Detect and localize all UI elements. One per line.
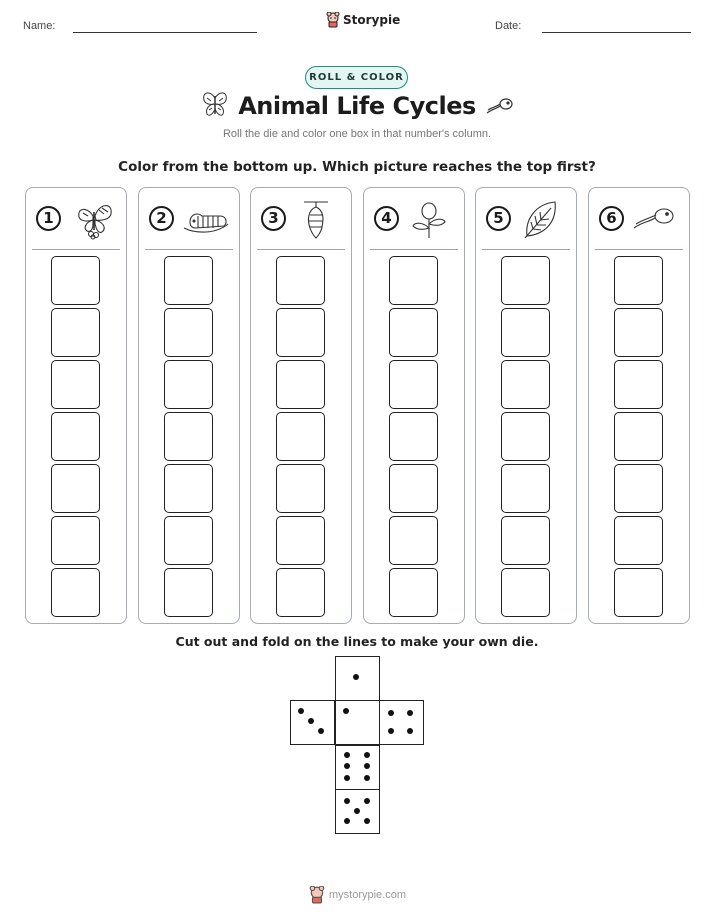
color-box[interactable]	[276, 412, 325, 461]
storypie-logo-icon	[326, 12, 340, 28]
column-header	[36, 200, 120, 240]
die-instruction: Cut out and fold on the lines to make your own die.	[175, 634, 539, 649]
tadpole-icon	[632, 200, 680, 240]
color-box[interactable]	[501, 308, 550, 357]
footer-url[interactable]: mystorypie.com	[329, 889, 407, 901]
footer	[309, 886, 406, 904]
column-header	[486, 200, 570, 240]
color-box[interactable]	[164, 256, 213, 305]
color-box[interactable]	[51, 516, 100, 565]
color-box[interactable]	[276, 308, 325, 357]
color-box[interactable]	[614, 256, 663, 305]
die-pip	[318, 728, 324, 734]
color-box[interactable]	[164, 308, 213, 357]
color-box[interactable]	[501, 412, 550, 461]
number-circle: 2	[149, 206, 174, 231]
number-circle: 4	[374, 206, 399, 231]
number-circle: 6	[599, 206, 624, 231]
color-box[interactable]	[51, 256, 100, 305]
sprout-icon	[407, 200, 455, 240]
die-face-one	[335, 656, 380, 701]
color-box[interactable]	[389, 464, 438, 513]
die-pip	[344, 763, 350, 769]
color-box[interactable]	[614, 568, 663, 617]
column-divider	[482, 249, 570, 250]
color-box[interactable]	[164, 360, 213, 409]
column-divider	[32, 249, 120, 250]
die-pip	[364, 798, 370, 804]
date-line[interactable]	[542, 32, 691, 33]
die-face-one	[335, 700, 380, 745]
number-circle: 1	[36, 206, 61, 231]
column-header	[261, 200, 345, 240]
column-3	[250, 187, 352, 624]
column-5	[475, 187, 577, 624]
number-circle: 3	[261, 206, 286, 231]
die-pip	[343, 708, 349, 714]
color-box[interactable]	[501, 568, 550, 617]
color-box[interactable]	[51, 412, 100, 461]
color-box[interactable]	[389, 256, 438, 305]
die-pip	[344, 752, 350, 758]
name-line[interactable]	[73, 32, 257, 33]
color-box[interactable]	[389, 308, 438, 357]
color-box[interactable]	[389, 412, 438, 461]
color-box[interactable]	[276, 568, 325, 617]
color-box[interactable]	[51, 464, 100, 513]
brand	[326, 12, 400, 28]
die-pip	[388, 710, 394, 716]
die-face-five	[335, 789, 380, 834]
die-pip	[344, 775, 350, 781]
butterfly-icon	[69, 200, 117, 240]
storypie-logo-icon	[309, 886, 325, 904]
color-box[interactable]	[51, 568, 100, 617]
die-pip	[344, 798, 350, 804]
column-header	[374, 200, 458, 240]
number-circle: 5	[486, 206, 511, 231]
color-box[interactable]	[614, 516, 663, 565]
color-box[interactable]	[276, 256, 325, 305]
column-2	[138, 187, 240, 624]
caterpillar-icon	[182, 200, 230, 240]
color-box[interactable]	[614, 412, 663, 461]
brand-name: Storypie	[343, 13, 401, 27]
color-box[interactable]	[614, 464, 663, 513]
color-box[interactable]	[389, 568, 438, 617]
die-pip	[344, 818, 350, 824]
color-box[interactable]	[276, 360, 325, 409]
page-title: Animal Life Cycles	[238, 92, 476, 120]
date-label: Date:	[495, 20, 522, 32]
butterfly-icon	[200, 90, 230, 122]
color-box[interactable]	[614, 360, 663, 409]
color-box[interactable]	[389, 360, 438, 409]
column-header	[599, 200, 683, 240]
color-box[interactable]	[164, 412, 213, 461]
die-pip	[298, 708, 304, 714]
die-pip	[388, 728, 394, 734]
color-box[interactable]	[501, 464, 550, 513]
column-4	[363, 187, 465, 624]
die-pip	[364, 763, 370, 769]
color-box[interactable]	[164, 464, 213, 513]
color-box[interactable]	[389, 516, 438, 565]
tadpole-icon	[485, 96, 515, 118]
color-box[interactable]	[164, 516, 213, 565]
color-box[interactable]	[51, 360, 100, 409]
chrysalis-icon	[294, 200, 342, 240]
color-box[interactable]	[501, 516, 550, 565]
column-divider	[370, 249, 458, 250]
die-pip	[364, 818, 370, 824]
die-face-six	[335, 745, 380, 790]
column-header	[149, 200, 233, 240]
color-box[interactable]	[501, 256, 550, 305]
column-divider	[257, 249, 345, 250]
column-1	[25, 187, 127, 624]
instruction-text: Color from the bottom up. Which picture reaches the top first?	[118, 159, 596, 175]
color-box[interactable]	[51, 308, 100, 357]
die-pip	[354, 808, 360, 814]
color-box[interactable]	[276, 516, 325, 565]
name-label: Name:	[23, 20, 56, 32]
leaf-icon	[519, 200, 567, 240]
die-face-four	[379, 700, 424, 745]
column-6	[588, 187, 690, 624]
die-pip	[308, 718, 314, 724]
subtitle: Roll the die and color one box in that number's column.	[222, 128, 492, 140]
category-badge: ROLL & COLOR	[305, 66, 408, 89]
color-box[interactable]	[276, 464, 325, 513]
color-box[interactable]	[501, 360, 550, 409]
die-pip	[407, 710, 413, 716]
color-box[interactable]	[614, 308, 663, 357]
column-divider	[595, 249, 683, 250]
die-pip	[353, 674, 359, 680]
die-pip	[407, 728, 413, 734]
die-pip	[364, 752, 370, 758]
die-pip	[364, 775, 370, 781]
color-box[interactable]	[164, 568, 213, 617]
column-divider	[145, 249, 233, 250]
die-face-three	[290, 700, 335, 745]
